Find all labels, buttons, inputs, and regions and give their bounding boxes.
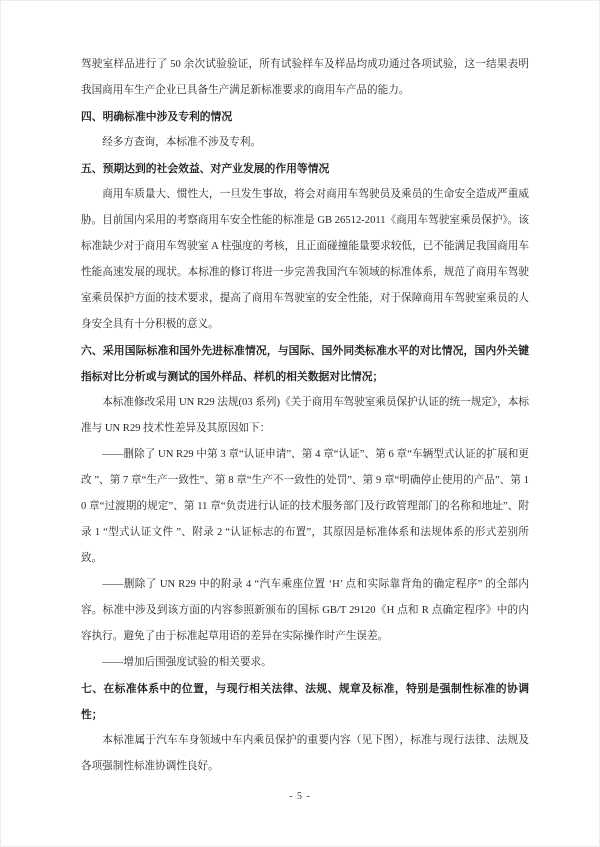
section-heading: 五、预期达到的社会效益、对产业发展的作用等情况 [81, 163, 330, 175]
paragraph: 商用车质量大、惯性大，一旦发生事故，将会对商用车驾驶员及乘员的生命安全造成严重威胁。目前国内采用的考察商用车安全性能的标准是 GB 26512-2011《商用车驾驶室乘员保护》。该标准缺少对于商用车驾驶室 A 柱强度的考核，且正面碰撞能量要求较低，已不能满足我国商用车性能高速发展的现状。本标准的修订将进一步完善我国汽车领域的标准体系，规范了商用车驾驶室乘员保护方面的技术要求，提高了商用车驾驶室的安全性能，对于保障商用车驾驶室乘员的人身安全具有十分积极的意义。 [81, 189, 529, 330]
paragraph: 本标准修改采用 UN R29 法规(03 系列)《关于商用车驾驶室乘员保护认证的统一规定》，本标准与 UN R29 技术性差异及其原因如下： [81, 397, 529, 434]
section-heading: 七、在标准体系中的位置，与现行相关法律、法规、规章及标准，特别是强制性标准的协调性； [81, 683, 529, 721]
paragraph: ——删除了 UN R29 中第 3 章“认证申请”、第 4 章“认证”、第 6 章“车辆型式认证的扩展和更改 ”、第 7 章“生产一致性”、第 8 章“生产不一致性的处罚”、第 9 章“明确停止使用的产品”、第 10 章“过渡期的规定”、第 11 章“负责进行认证的技术服务部门及行政管理部门的名称和地址”、附录 1 “型式认证文件 ”、附录 2 “认证标志的布置”，其原因是标准体系和法规体系的形式差别所致。 [81, 449, 529, 564]
paragraph: ——增加后围强度试验的相关要求。 [102, 657, 272, 668]
section-heading: 六、采用国际标准和国外先进标准情况，与国际、国外同类标准水平的对比情况，国内外关键指标对比分析或与测试的国外样品、样机的相关数据对比情况； [81, 345, 529, 383]
paragraph: ——删除了 UN R29 中的附录 4 “汽车乘座位置 ‘H’ 点和实际靠背角的确定程序” 的全部内容。标准中涉及到该方面的内容参照新颁布的国标 GB/T 29120《H 点和 R 点确定程序》中的内容执行。避免了由于标准起草用语的差异在实际操作时产生误差。 [81, 579, 529, 642]
page-number: - 5 - [289, 791, 311, 802]
document-body [81, 52, 529, 780]
paragraph: 驾驶室样品进行了 50 余次试验验证，所有试验样车及样品均成功通过各项试验，这一结果表明我国商用车生产企业已具备生产满足新标准要求的商用车产品的能力。 [81, 59, 529, 96]
section-heading: 四、明确标准中涉及专利的情况 [81, 111, 233, 123]
paragraph: 经多方查询，本标准不涉及专利。 [102, 137, 262, 148]
paragraph: 本标准属于汽车车身领域中车内乘员保护的重要内容（见下图），标准与现行法律、法规及各项强制性标准协调性良好。 [81, 735, 529, 772]
